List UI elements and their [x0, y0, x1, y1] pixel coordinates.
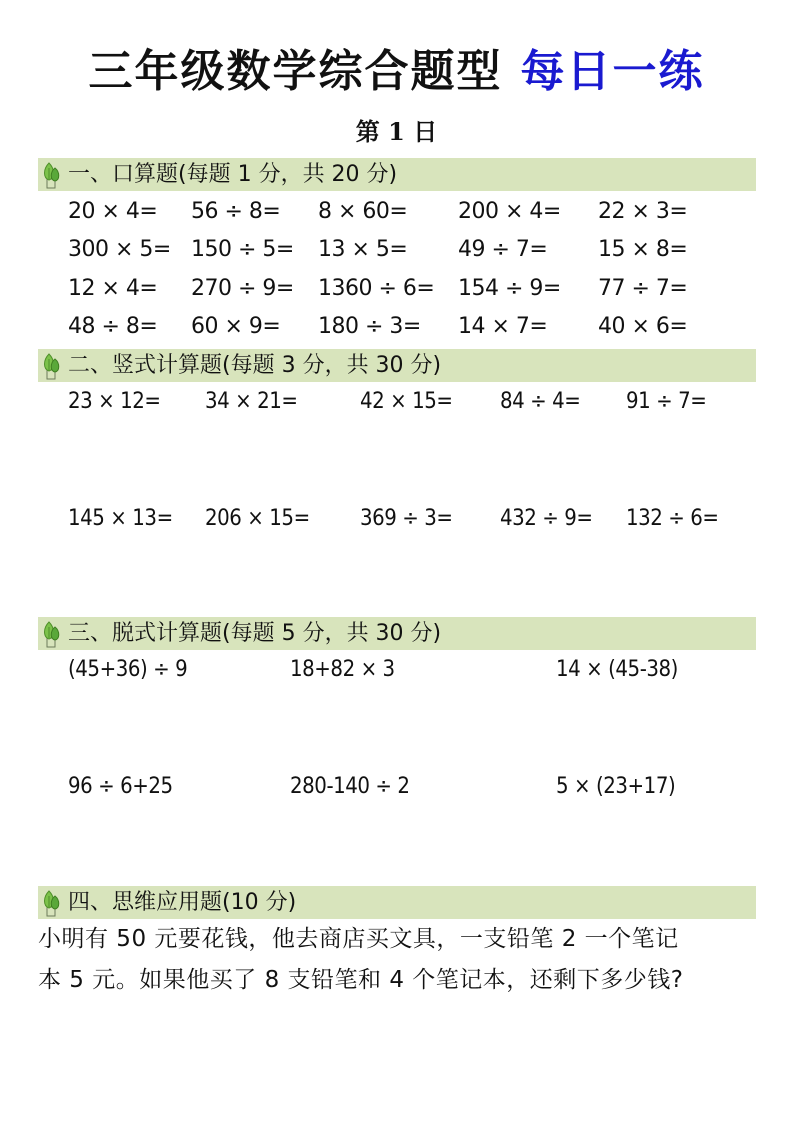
problem: 154 ÷ 9=	[458, 276, 561, 301]
day-label: 第 1 日	[355, 117, 438, 146]
problem: 22 × 3=	[598, 199, 688, 224]
problem: 56 ÷ 8=	[191, 199, 281, 224]
problem: 432 ÷ 9=	[500, 506, 593, 531]
tree-icon	[40, 888, 66, 918]
title-accent: 每日一练	[520, 46, 705, 97]
problem: 132 ÷ 6=	[626, 506, 719, 531]
problem: 42 × 15=	[360, 389, 453, 414]
tree-icon	[40, 619, 66, 649]
worksheet-title	[0, 42, 793, 102]
problem: 206 × 15=	[205, 506, 310, 531]
problem: 145 × 13=	[68, 506, 173, 531]
word-problem-line: 小明有 50 元要花钱，他去商店买文具，一支铅笔 2 一个笔记	[38, 926, 679, 952]
problem: (45+36) ÷ 9	[68, 657, 188, 682]
problem: 91 ÷ 7=	[626, 389, 707, 414]
section-title: 一、口算题(每题 1 分，共 20 分)	[68, 162, 398, 187]
problem: 18+82 × 3	[290, 657, 395, 682]
problem: 1360 ÷ 6=	[318, 276, 435, 301]
problem: 280-140 ÷ 2	[290, 774, 410, 799]
problem: 49 ÷ 7=	[458, 237, 548, 262]
problem: 40 × 6=	[598, 314, 688, 339]
problem: 84 ÷ 4=	[500, 389, 581, 414]
section-title: 四、思维应用题(10 分)	[68, 890, 297, 915]
problem: 12 × 4=	[68, 276, 158, 301]
section-header-stepwise	[38, 617, 756, 650]
section-header-oral	[38, 158, 756, 191]
problem: 60 × 9=	[191, 314, 281, 339]
title-main: 三年级数学综合题型	[88, 46, 503, 97]
word-problem-line: 本 5 元。如果他买了 8 支铅笔和 4 个笔记本，还剩下多少钱?	[38, 967, 684, 993]
tree-icon	[40, 351, 66, 381]
problem: 23 × 12=	[68, 389, 161, 414]
section-title: 二、竖式计算题(每题 3 分，共 30 分)	[68, 353, 442, 378]
problem: 270 ÷ 9=	[191, 276, 294, 301]
problem: 180 ÷ 3=	[318, 314, 421, 339]
section-title: 三、脱式计算题(每题 5 分，共 30 分)	[68, 621, 442, 646]
problem: 14 × (45-38)	[556, 657, 678, 682]
problem: 5 × (23+17)	[556, 774, 676, 799]
section-header-application	[38, 886, 756, 919]
section-header-vertical	[38, 349, 756, 382]
problem: 13 × 5=	[318, 237, 408, 262]
problem: 77 ÷ 7=	[598, 276, 688, 301]
problem: 34 × 21=	[205, 389, 298, 414]
problem: 14 × 7=	[458, 314, 548, 339]
problem: 369 ÷ 3=	[360, 506, 453, 531]
problem: 48 ÷ 8=	[68, 314, 158, 339]
problem: 15 × 8=	[598, 237, 688, 262]
problem: 300 × 5=	[68, 237, 171, 262]
problem: 20 × 4=	[68, 199, 158, 224]
problem: 150 ÷ 5=	[191, 237, 294, 262]
problem: 96 ÷ 6+25	[68, 774, 173, 799]
tree-icon	[40, 160, 66, 190]
problem: 200 × 4=	[458, 199, 561, 224]
problem: 8 × 60=	[318, 199, 408, 224]
